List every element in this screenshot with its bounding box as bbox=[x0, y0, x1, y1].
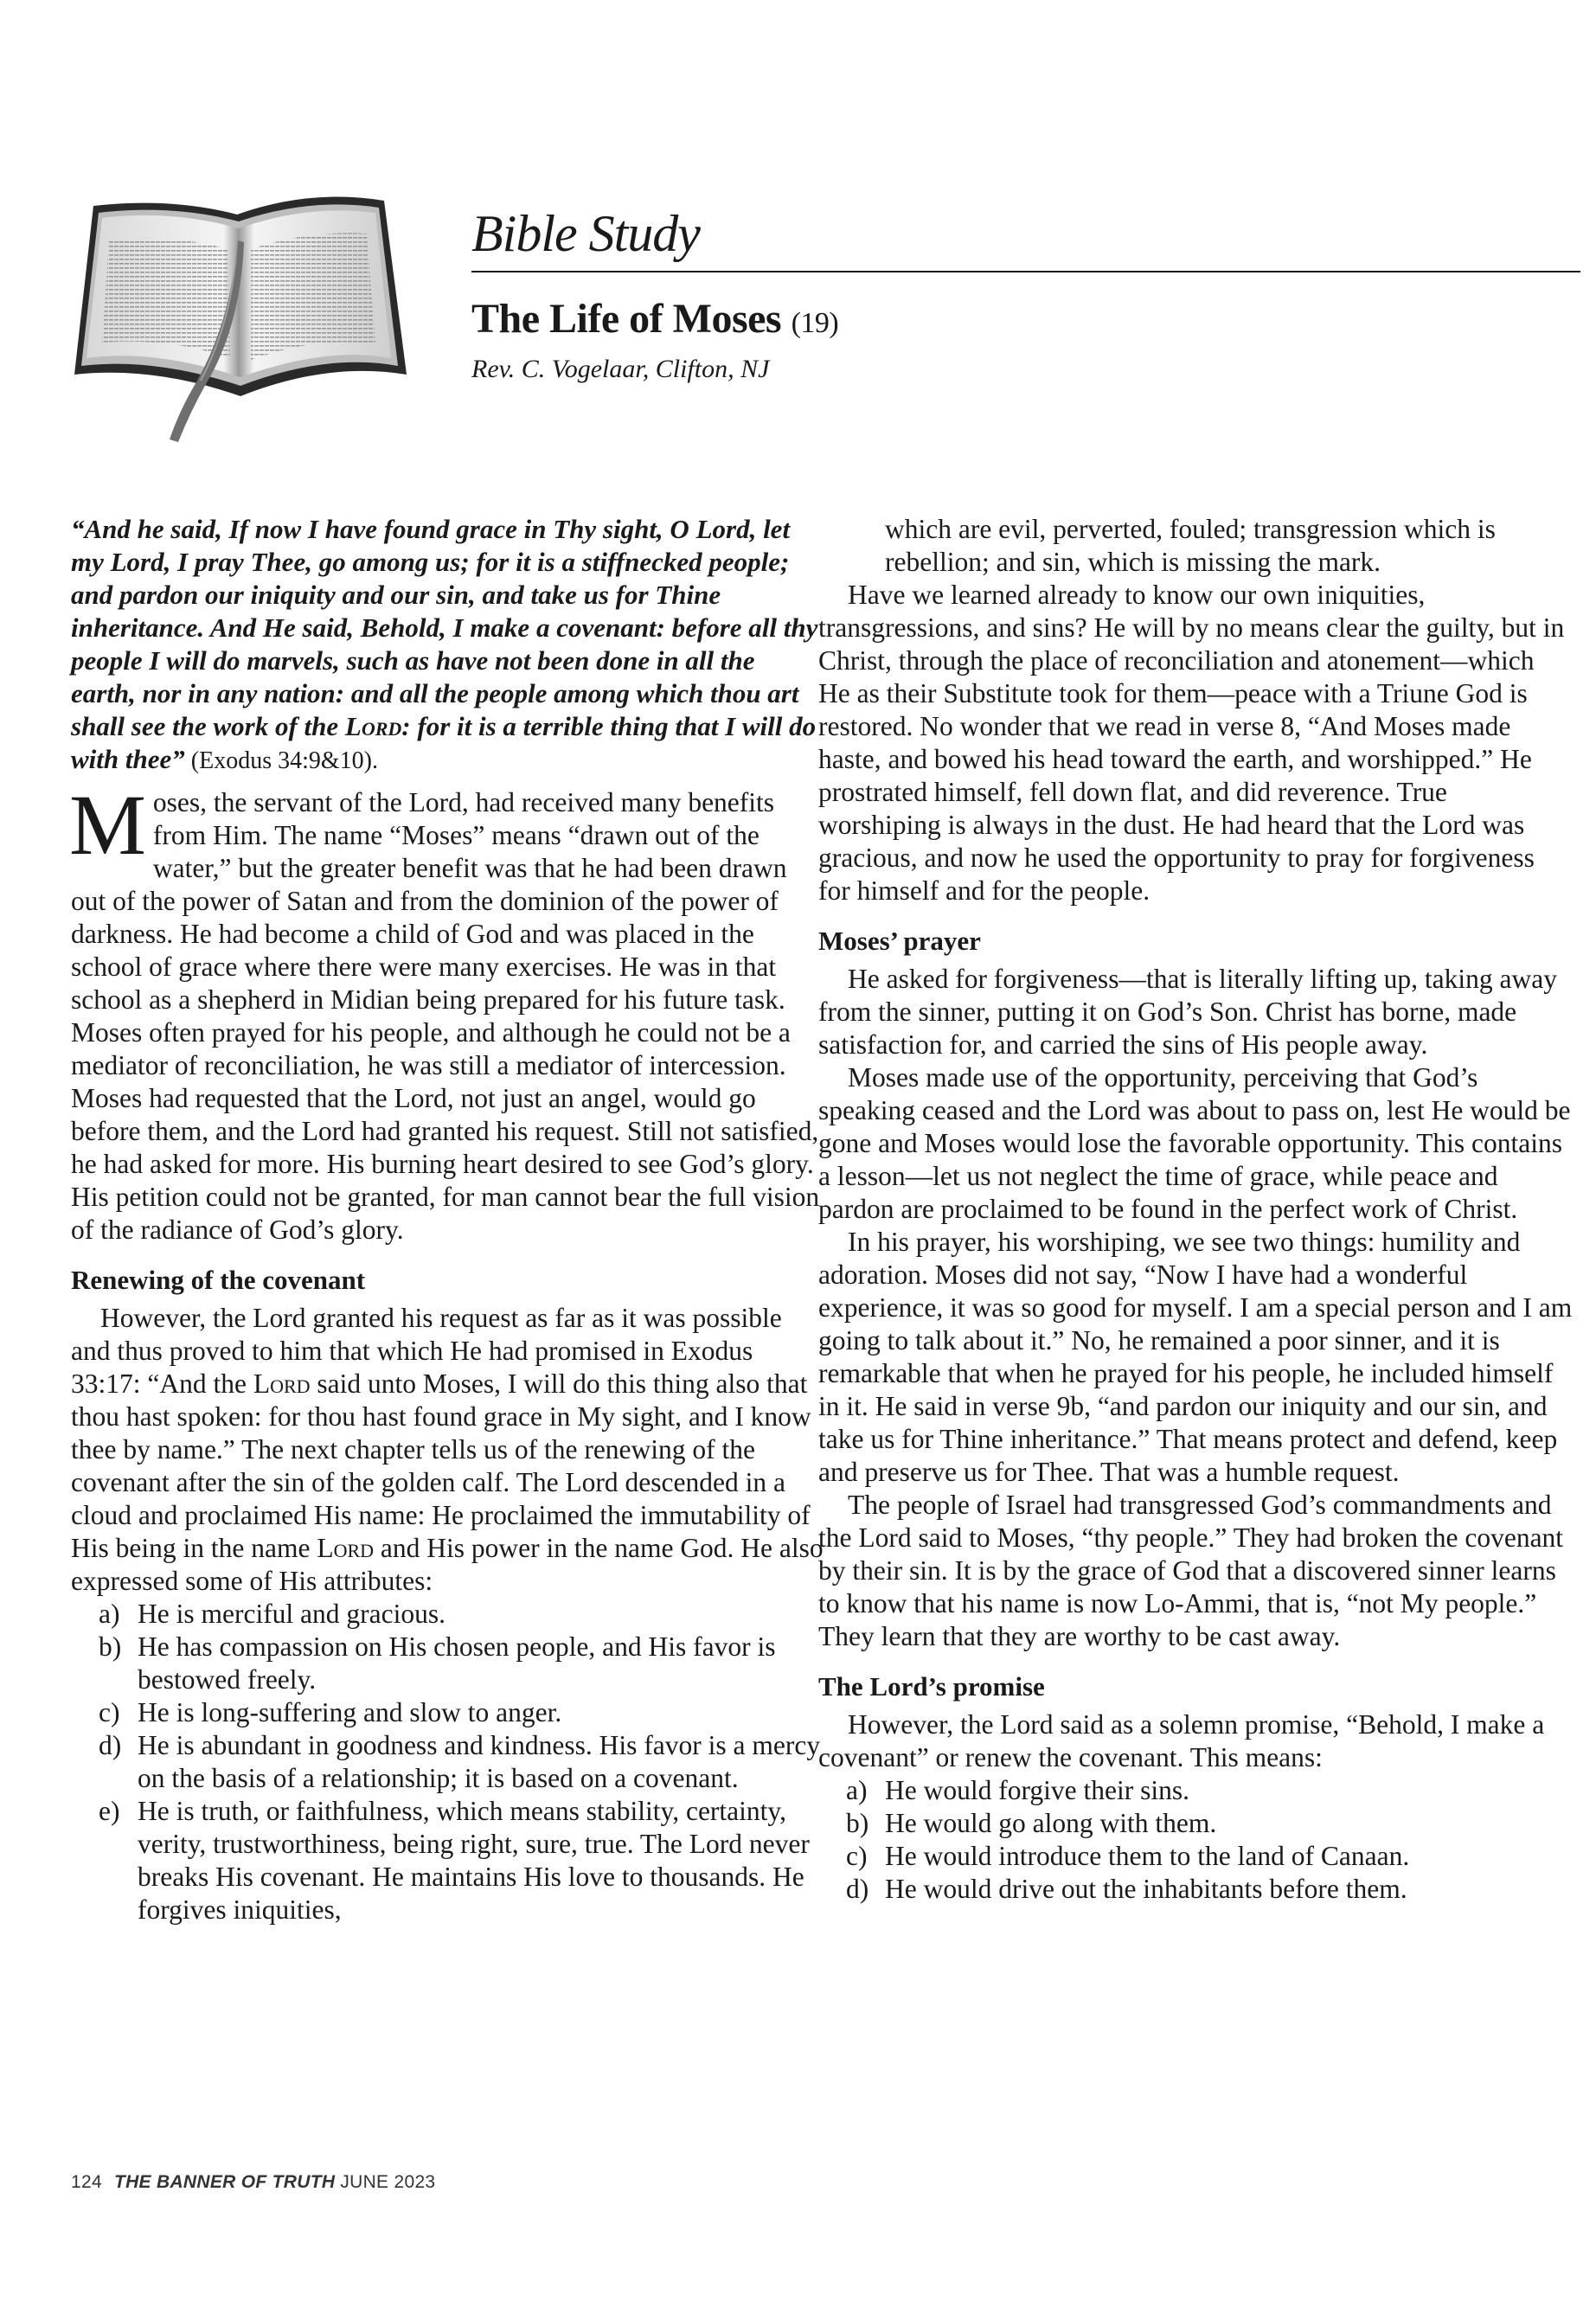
article-title bbox=[471, 298, 838, 340]
list-label: b) bbox=[99, 1631, 122, 1662]
list-item bbox=[818, 1774, 1573, 1807]
attribute-continuation: which are evil, perverted, fouled; transgression which is rebellion; and sin, which is missing the mark. bbox=[885, 514, 1496, 577]
verse-lord: Lord bbox=[344, 711, 402, 741]
list-label: c) bbox=[846, 1841, 868, 1871]
article-number: (19) bbox=[791, 307, 839, 339]
promise-list bbox=[818, 1774, 1573, 1906]
promise-paragraph: However, the Lord said as a solemn promise, “Behold, I make a covenant” or renew the covenant. This means: bbox=[818, 1709, 1545, 1772]
list-text: He is long-suffering and slow to anger. bbox=[138, 1697, 562, 1727]
list-text: He has compassion on His chosen people, and His favor is bestowed freely. bbox=[138, 1631, 776, 1695]
drop-cap: M bbox=[69, 777, 146, 873]
renewing-lord: Lord bbox=[253, 1368, 311, 1399]
page-footer bbox=[71, 2173, 435, 2191]
list-text: He would forgive their sins. bbox=[885, 1775, 1189, 1805]
list-label: b) bbox=[846, 1808, 869, 1838]
renewing-paragraph bbox=[71, 1302, 825, 1598]
list-item bbox=[818, 1807, 1573, 1840]
list-item bbox=[818, 1840, 1573, 1873]
byline: Rev. C. Vogelaar, Clifton, NJ bbox=[471, 355, 770, 383]
list-label: e) bbox=[99, 1796, 120, 1826]
right-column bbox=[818, 513, 1573, 1906]
opening-verse bbox=[71, 513, 825, 778]
publication-name: THE BANNER OF TRUTH bbox=[113, 2172, 336, 2192]
title-rule bbox=[471, 271, 1580, 272]
renewing-text-b: said unto Moses, I will do this thing also that thou hast spoken: for thou hast found grace in My sight, and I know thee by name.” The next chapter tells us of the renewing of the covenant after the sin of the golden calf. The Lord descended in a cloud and proclaimed His name: He proclaimed the immutability of His being in the name bbox=[71, 1368, 811, 1563]
intro-text: oses, the servant of the Lord, had received many benefits from Him. The name “Moses” means “drawn out of the water,” but the greater benefit was that he had been drawn out of the power of Satan and from the dominion of the power of darkness. He had become a child of God and was placed in the school of grace where there were many exercises. He was in that school as a shepherd in Midian being prepared for his future task. Moses often prayed for his people, and although he could not be a mediator of reconciliation, he was still a mediator of intercession. Moses had requested that the Lord, not just an angel, would go before them, and the Lord had granted his request. Still not satisfied, he had asked for more. His burning heart desired to see God’s glory. His petition could not be granted, for man cannot bear the full vision of the radiance of God’s glory. bbox=[71, 787, 820, 1245]
list-text: He would introduce them to the land of Canaan. bbox=[885, 1841, 1410, 1871]
prayer-paragraph-4: The people of Israel had transgressed God’s commandments and the Lord said to Moses, “thy people.” They had broken the covenant by their sin. It is by the grace of God that a discovered sinner learns to know that his name is now Lo-Ammi, that is, “not My people.” They learn that they are worthy to be cast away. bbox=[818, 1490, 1564, 1651]
section-title: Bible Study bbox=[471, 205, 700, 262]
issue-date: JUNE 2023 bbox=[340, 2172, 436, 2192]
prayer-paragraph-2: Moses made use of the opportunity, perceiving that God’s speaking ceased and the Lord was about to pass on, lest He would be gone and Moses would lose the favorable opportunity. This contains a lesson—let us not neglect the time of grace, while peace and pardon are proclaimed to be found in the perfect work of Christ. bbox=[818, 1062, 1571, 1224]
left-column bbox=[71, 513, 825, 1926]
list-text: He is merciful and gracious. bbox=[138, 1599, 446, 1629]
list-label: c) bbox=[99, 1697, 120, 1727]
list-item bbox=[71, 1795, 825, 1926]
renewing-text-a: However, the Lord granted his request as far as it was possible and thus proved to him that which He had promised in Exodus 33:17: “And the bbox=[71, 1303, 782, 1399]
list-text: He would go along with them. bbox=[885, 1808, 1217, 1838]
heading-prayer: Moses’ prayer bbox=[818, 926, 981, 956]
intro-paragraph bbox=[69, 777, 825, 1247]
list-item bbox=[71, 1631, 825, 1696]
list-item bbox=[71, 1696, 825, 1729]
heading-promise: The Lord’s promise bbox=[818, 1671, 1045, 1702]
verse-reference: (Exodus 34:9&10). bbox=[184, 747, 378, 774]
prayer-paragraph-1: He asked for forgiveness—that is literally lifting up, taking away from the sinner, putting it on God’s Son. Christ has borne, made satisfaction for, and carried the sins of His people away. bbox=[818, 964, 1557, 1060]
bible-illustration bbox=[67, 189, 413, 448]
verse-text-1: “And he said, If now I have found grace in Thy sight, O Lord, let my Lord, I pray Thee, go among us; for it is a stiffnecked people; and pardon our iniquity and our sin, and take us for Thine inheritance. And He said, Behold, I make a covenant: before all thy people I will do marvels, such as have not been done in all the earth, nor in any nation: and all the people among which thou art shall see the work of the bbox=[71, 514, 818, 741]
list-text: He would drive out the inhabitants before them. bbox=[885, 1874, 1407, 1904]
page-number: 124 bbox=[71, 2172, 102, 2192]
attributes-list bbox=[71, 1598, 825, 1926]
heading-renewing: Renewing of the covenant bbox=[71, 1265, 366, 1295]
list-item bbox=[71, 1598, 825, 1631]
list-item bbox=[71, 1729, 825, 1795]
list-label: d) bbox=[99, 1730, 122, 1760]
list-label: a) bbox=[846, 1775, 868, 1805]
verse-text-2: : for it is a terrible thing that I will do with thee” bbox=[71, 711, 817, 774]
renewing-text-c: and His power in the name God. He also expressed some of His attributes: bbox=[71, 1533, 824, 1596]
list-text: He is truth, or faithfulness, which means stability, certainty, verity, trustworthiness, being right, sure, true. The Lord never breaks His covenant. He maintains His love to thousands. He forgives iniquities, bbox=[138, 1796, 810, 1925]
list-item bbox=[818, 1873, 1573, 1906]
prayer-paragraph-3: In his prayer, his worshiping, we see two things: humility and adoration. Moses did not say, “Now I have had a wonderful experience, it was so good for myself. I am a special person and I am going to talk about it.” No, he remained a poor sinner, and it is remarkable that when he prayed for his people, he included himself in it. He said in verse 9b, “and pardon our iniquity and our sin, and take us for Thine inheritance.” That means protect and defend, keep and preserve us for Thee. That was a humble request. bbox=[818, 1227, 1573, 1487]
worship-paragraph: Have we learned already to know our own iniquities, transgressions, and sins? He will by no means clear the guilty, but in Christ, through the place of reconciliation and atonement—which He as their Substitute took for them—peace with a Triune God is restored. No wonder that we read in verse 8, “And Moses made haste, and bowed his head toward the earth, and worshipped.” He prostrated himself, fell down flat, and did reverence. True worshiping is always in the dust. He had heard that the Lord was gracious, and now he used the opportunity to pray for forgiveness for himself and for the people. bbox=[818, 580, 1565, 906]
list-label: d) bbox=[846, 1874, 869, 1904]
list-text: He is abundant in goodness and kindness. His favor is a mercy on the basis of a relationship; it is based on a covenant. bbox=[138, 1730, 821, 1793]
article-title-text: The Life of Moses bbox=[471, 296, 782, 342]
list-label: a) bbox=[99, 1599, 120, 1629]
renewing-lord-2: Lord bbox=[317, 1533, 375, 1563]
